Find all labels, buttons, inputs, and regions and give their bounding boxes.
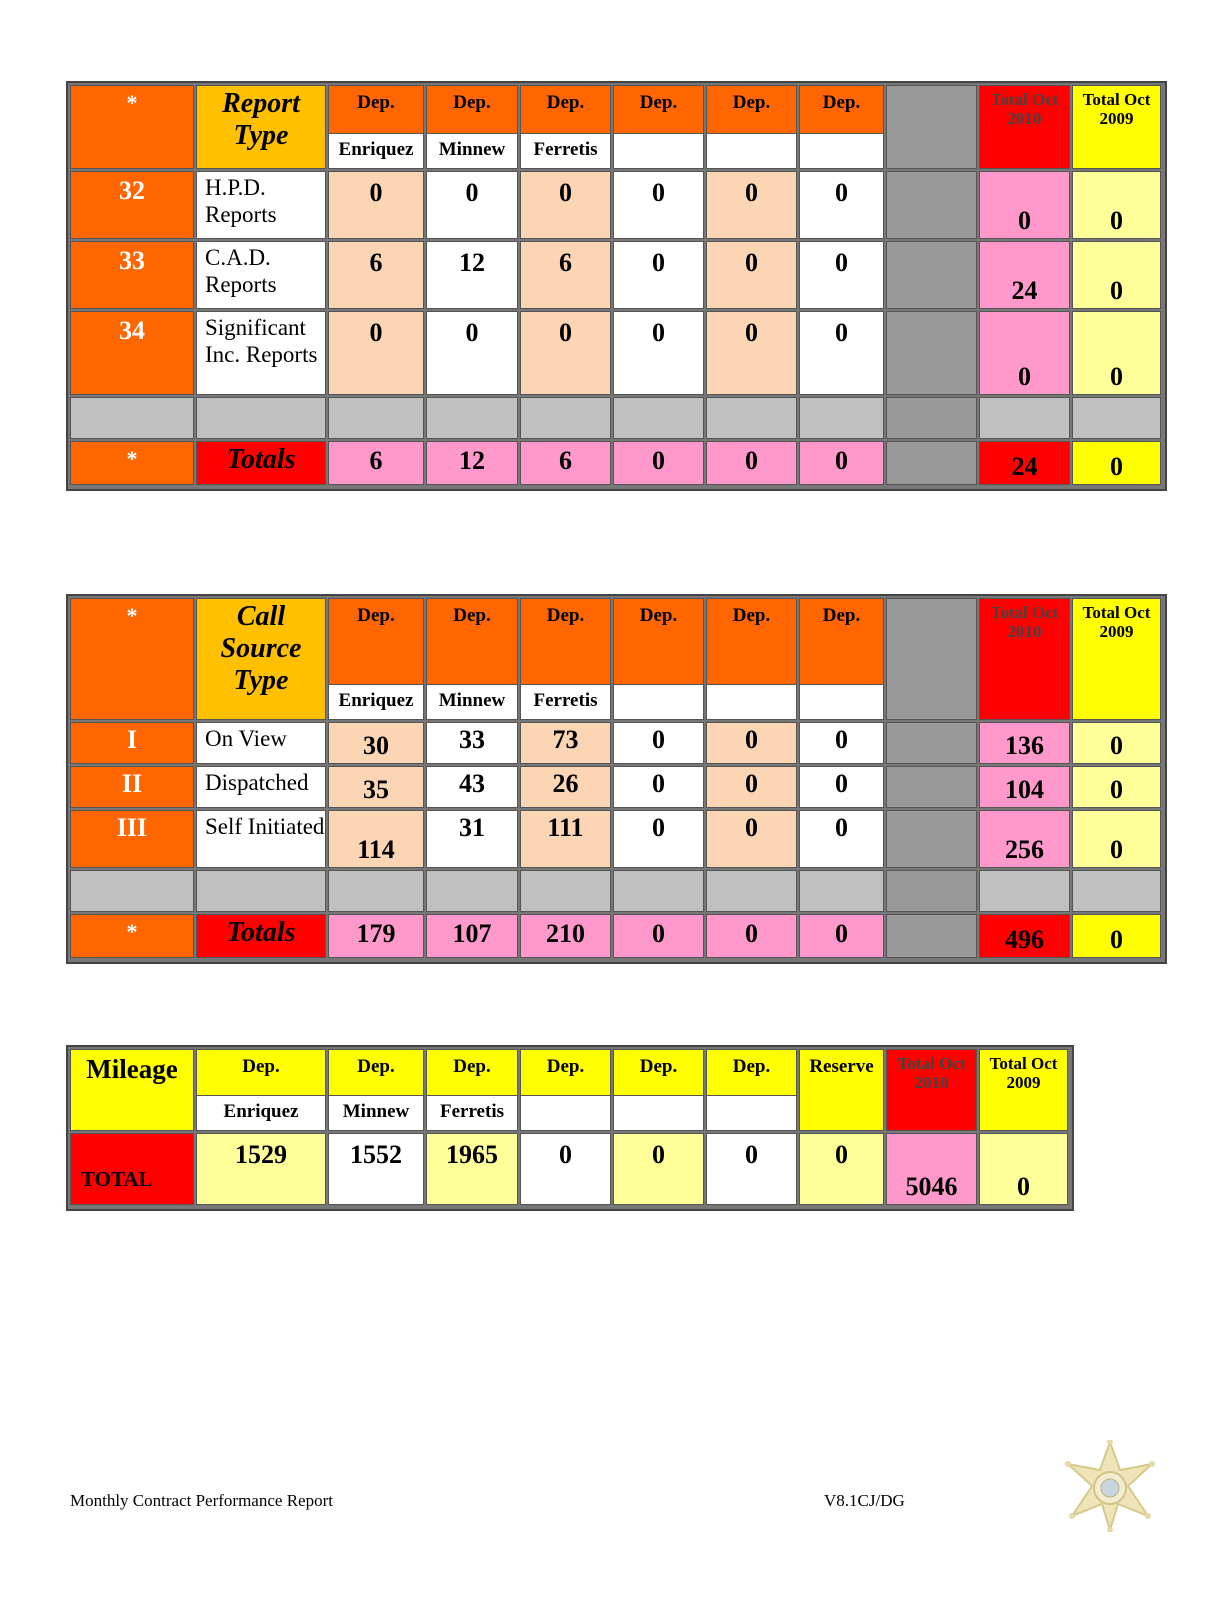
deputy-name	[707, 1095, 796, 1130]
row-label: Self Initiated	[196, 810, 326, 868]
value-cell: 6	[328, 241, 424, 309]
reports-dep-col-6	[799, 85, 884, 169]
value-cell: 0	[613, 171, 704, 239]
dep-label: Dep.	[639, 1056, 678, 1077]
totals-value: 179	[328, 914, 424, 958]
reports-type-header: Report Type	[196, 85, 326, 169]
mileage-dep-col-5	[613, 1049, 704, 1131]
value-cell: 73	[520, 722, 611, 764]
spacer-cell	[328, 870, 424, 912]
row-number: 34	[70, 311, 194, 395]
mileage-total-2010-value: 5046	[905, 1172, 958, 1201]
dep-label: Dep.	[453, 1056, 491, 1077]
gray-cell	[886, 241, 977, 309]
row-number: 32	[70, 171, 194, 239]
spacer-cell	[426, 397, 518, 439]
value-text: 35	[363, 775, 389, 804]
spacer-cell	[613, 397, 704, 439]
value-cell: 111	[520, 810, 611, 868]
deputy-name: Enriquez	[329, 133, 423, 168]
total-2010-value: 0	[1018, 206, 1031, 235]
spacer-cell	[1072, 397, 1161, 439]
value-text: 114	[357, 835, 395, 864]
total-2009-value: 0	[1110, 276, 1123, 305]
deputy-name	[707, 133, 796, 168]
mileage-reserve-header: Reserve	[799, 1049, 884, 1131]
value-cell: 0	[799, 311, 884, 395]
deputy-name: Ferretis	[427, 1095, 517, 1130]
totals-star: *	[70, 914, 194, 958]
total-2010-value: 24	[1011, 276, 1038, 305]
calls-gray-col	[886, 598, 977, 720]
spacer-cell	[328, 397, 424, 439]
deputy-name	[800, 133, 883, 168]
spacer-cell	[426, 870, 518, 912]
row-label: Dispatched	[196, 766, 326, 808]
total-2009-cell	[1072, 722, 1161, 764]
dep-label: Dep.	[453, 605, 491, 626]
total-2010-value: 256	[1005, 835, 1044, 864]
row-label: H.P.D. Reports	[196, 171, 326, 239]
total-2009-value: 0	[1110, 835, 1123, 864]
mileage-value: 1529	[196, 1133, 326, 1205]
totals-star: *	[70, 441, 194, 485]
dep-label: Dep.	[357, 605, 395, 626]
reports-dep-col-3	[520, 85, 611, 169]
spacer-cell	[799, 397, 884, 439]
total-2010-cell	[979, 311, 1070, 395]
calls-dep-col-3	[520, 598, 611, 720]
reports-dep-col-2	[426, 85, 518, 169]
row-number: I	[70, 722, 194, 764]
footer-report-title: Monthly Contract Performance Report	[70, 1491, 333, 1510]
total-2010-cell	[979, 722, 1070, 764]
value-cell: 12	[426, 241, 518, 309]
calls-table	[66, 594, 1167, 964]
calls-dep-col-2	[426, 598, 518, 720]
calls-dep-col-6	[799, 598, 884, 720]
dep-label: Dep.	[639, 605, 678, 626]
value-text: 30	[363, 731, 389, 760]
dep-label: Dep.	[357, 1056, 395, 1077]
gray-cell	[886, 722, 977, 764]
mileage-table	[66, 1045, 1074, 1211]
value-cell: 0	[706, 810, 797, 868]
reports-total-2009-header: Total Oct 2009	[1072, 85, 1161, 169]
reports-header-star: *	[70, 85, 194, 169]
deputy-name: Ferretis	[521, 684, 610, 719]
total-2010-cell	[979, 171, 1070, 239]
totals-label: Totals	[196, 441, 326, 485]
totals-2010-value: 496	[1005, 925, 1044, 954]
deputy-name	[614, 1095, 703, 1130]
spacer-cell	[196, 870, 326, 912]
total-2009-cell	[1072, 171, 1161, 239]
mileage-value: 1965	[426, 1133, 518, 1205]
spacer-cell	[706, 397, 797, 439]
mileage-dep-col-6	[706, 1049, 797, 1131]
value-cell: 0	[520, 171, 611, 239]
calls-total-2009-header: Total Oct 2009	[1072, 598, 1161, 720]
totals-value: 0	[706, 441, 797, 485]
dep-label: Dep.	[242, 1056, 280, 1077]
dep-label: Dep.	[546, 92, 585, 113]
totals-2010-value: 24	[1011, 452, 1038, 481]
calls-dep-col-4	[613, 598, 704, 720]
gray-cell	[886, 810, 977, 868]
totals-value: 0	[613, 441, 704, 485]
mileage-total-2010-header: Total Oct 2010	[886, 1049, 977, 1131]
spacer-cell	[613, 870, 704, 912]
total-2009-value: 0	[1110, 731, 1123, 760]
deputy-name: Ferretis	[521, 133, 610, 168]
deputy-name: Enriquez	[197, 1095, 325, 1130]
total-2010-cell	[979, 766, 1070, 808]
spacer-cell	[1072, 870, 1161, 912]
deputy-name	[614, 684, 703, 719]
value-cell: 0	[799, 171, 884, 239]
total-2010-value: 104	[1005, 775, 1044, 804]
value-cell: 0	[426, 311, 518, 395]
reports-dep-col-1	[328, 85, 424, 169]
spacer-cell	[706, 870, 797, 912]
total-2009-cell	[1072, 766, 1161, 808]
spacer-cell	[520, 870, 611, 912]
totals-value: 0	[706, 914, 797, 958]
reports-total-2010-header: Total Oct 2010	[979, 85, 1070, 169]
totals-value: 0	[799, 914, 884, 958]
totals-2010-cell	[979, 914, 1070, 958]
mileage-dep-col-4	[520, 1049, 611, 1131]
spacer-cell	[70, 397, 194, 439]
calls-header-star: *	[70, 598, 194, 720]
totals-2009-value: 0	[1110, 925, 1123, 954]
mileage-total-2010-cell	[886, 1133, 977, 1205]
calls-dep-col-5	[706, 598, 797, 720]
spacer-cell	[979, 870, 1070, 912]
value-cell: 31	[426, 810, 518, 868]
spacer-cell	[196, 397, 326, 439]
value-cell: 0	[706, 171, 797, 239]
value-cell	[328, 722, 424, 764]
row-number: 33	[70, 241, 194, 309]
total-2009-cell	[1072, 311, 1161, 395]
sheriff-star-icon	[1062, 1440, 1158, 1532]
mileage-total-2009-cell	[979, 1133, 1068, 1205]
total-2009-cell	[1072, 241, 1161, 309]
row-label: C.A.D. Reports	[196, 241, 326, 309]
deputy-name	[614, 133, 703, 168]
totals-value: 6	[520, 441, 611, 485]
value-cell: 0	[613, 810, 704, 868]
dep-label: Dep.	[546, 605, 585, 626]
mileage-total-2009-header: Total Oct 2009	[979, 1049, 1068, 1131]
value-cell: 0	[706, 241, 797, 309]
spacer-cell	[979, 397, 1070, 439]
calls-dep-col-1	[328, 598, 424, 720]
gray-cell	[886, 441, 977, 485]
mileage-dep-col-3	[426, 1049, 518, 1131]
gray-cell	[886, 311, 977, 395]
totals-value: 107	[426, 914, 518, 958]
dep-label: Dep.	[732, 92, 771, 113]
value-cell: 6	[520, 241, 611, 309]
totals-2009-cell	[1072, 441, 1161, 485]
totals-value: 12	[426, 441, 518, 485]
mileage-title: Mileage	[70, 1049, 194, 1131]
totals-2010-cell	[979, 441, 1070, 485]
value-cell: 33	[426, 722, 518, 764]
deputy-name: Enriquez	[329, 684, 423, 719]
deputy-name	[800, 684, 883, 719]
dep-label: Dep.	[546, 1056, 585, 1077]
value-cell: 0	[520, 311, 611, 395]
mileage-value: 0	[613, 1133, 704, 1205]
gray-cell	[886, 766, 977, 808]
calls-type-header: Call Source Type	[196, 598, 326, 720]
value-cell: 0	[799, 722, 884, 764]
reports-table	[66, 81, 1167, 491]
gray-cell	[886, 171, 977, 239]
value-cell: 0	[613, 766, 704, 808]
value-cell	[328, 810, 424, 868]
totals-value: 210	[520, 914, 611, 958]
mileage-dep-col-2	[328, 1049, 424, 1131]
mileage-total-label-cell	[70, 1133, 194, 1205]
mileage-total-2009-value: 0	[1017, 1172, 1030, 1201]
value-cell: 0	[426, 171, 518, 239]
value-cell: 0	[328, 311, 424, 395]
value-cell: 0	[613, 241, 704, 309]
spacer-cell	[520, 397, 611, 439]
row-label: On View	[196, 722, 326, 764]
row-number: III	[70, 810, 194, 868]
dep-label: Dep.	[822, 92, 861, 113]
mileage-value: 1552	[328, 1133, 424, 1205]
reports-dep-col-4	[613, 85, 704, 169]
value-cell: 0	[799, 241, 884, 309]
mileage-dep-col-1	[196, 1049, 326, 1131]
totals-value: 0	[613, 914, 704, 958]
value-cell: 0	[799, 810, 884, 868]
reports-gray-col	[886, 85, 977, 169]
deputy-name	[707, 684, 796, 719]
dep-label: Dep.	[639, 92, 678, 113]
deputy-name: Minnew	[329, 1095, 423, 1130]
total-2010-value: 0	[1018, 362, 1031, 391]
total-2009-cell	[1072, 810, 1161, 868]
total-2009-value: 0	[1110, 775, 1123, 804]
total-2010-cell	[979, 241, 1070, 309]
value-cell: 0	[706, 311, 797, 395]
value-cell: 0	[328, 171, 424, 239]
dep-label: Dep.	[732, 605, 771, 626]
deputy-name: Minnew	[427, 684, 517, 719]
spacer-cell	[70, 870, 194, 912]
row-label: Significant Inc. Reports	[196, 311, 326, 395]
value-cell: 0	[613, 722, 704, 764]
dep-label: Dep.	[453, 92, 491, 113]
footer-version: V8.1CJ/DG	[824, 1491, 905, 1510]
total-2010-value: 136	[1005, 731, 1044, 760]
totals-2009-cell	[1072, 914, 1161, 958]
gray-cell	[886, 870, 977, 912]
value-cell: 0	[613, 311, 704, 395]
gray-cell	[886, 397, 977, 439]
reports-dep-col-5	[706, 85, 797, 169]
totals-value: 0	[799, 441, 884, 485]
mileage-value: 0	[520, 1133, 611, 1205]
deputy-name	[521, 1095, 610, 1130]
dep-label: Dep.	[357, 92, 395, 113]
value-cell: 0	[706, 722, 797, 764]
calls-total-2010-header: Total Oct 2010	[979, 598, 1070, 720]
value-cell: 0	[799, 766, 884, 808]
mileage-total-label: TOTAL	[81, 1167, 153, 1191]
dep-label: Dep.	[822, 605, 861, 626]
total-2009-value: 0	[1110, 206, 1123, 235]
total-2009-value: 0	[1110, 362, 1123, 391]
value-cell: 43	[426, 766, 518, 808]
value-cell: 26	[520, 766, 611, 808]
spacer-cell	[799, 870, 884, 912]
value-cell	[328, 766, 424, 808]
gray-cell	[886, 914, 977, 958]
row-number: II	[70, 766, 194, 808]
totals-label: Totals	[196, 914, 326, 958]
total-2010-cell	[979, 810, 1070, 868]
mileage-reserve-value: 0	[799, 1133, 884, 1205]
deputy-name: Minnew	[427, 133, 517, 168]
mileage-value: 0	[706, 1133, 797, 1205]
totals-value: 6	[328, 441, 424, 485]
value-cell: 0	[706, 766, 797, 808]
totals-2009-value: 0	[1110, 452, 1123, 481]
dep-label: Dep.	[732, 1056, 771, 1077]
